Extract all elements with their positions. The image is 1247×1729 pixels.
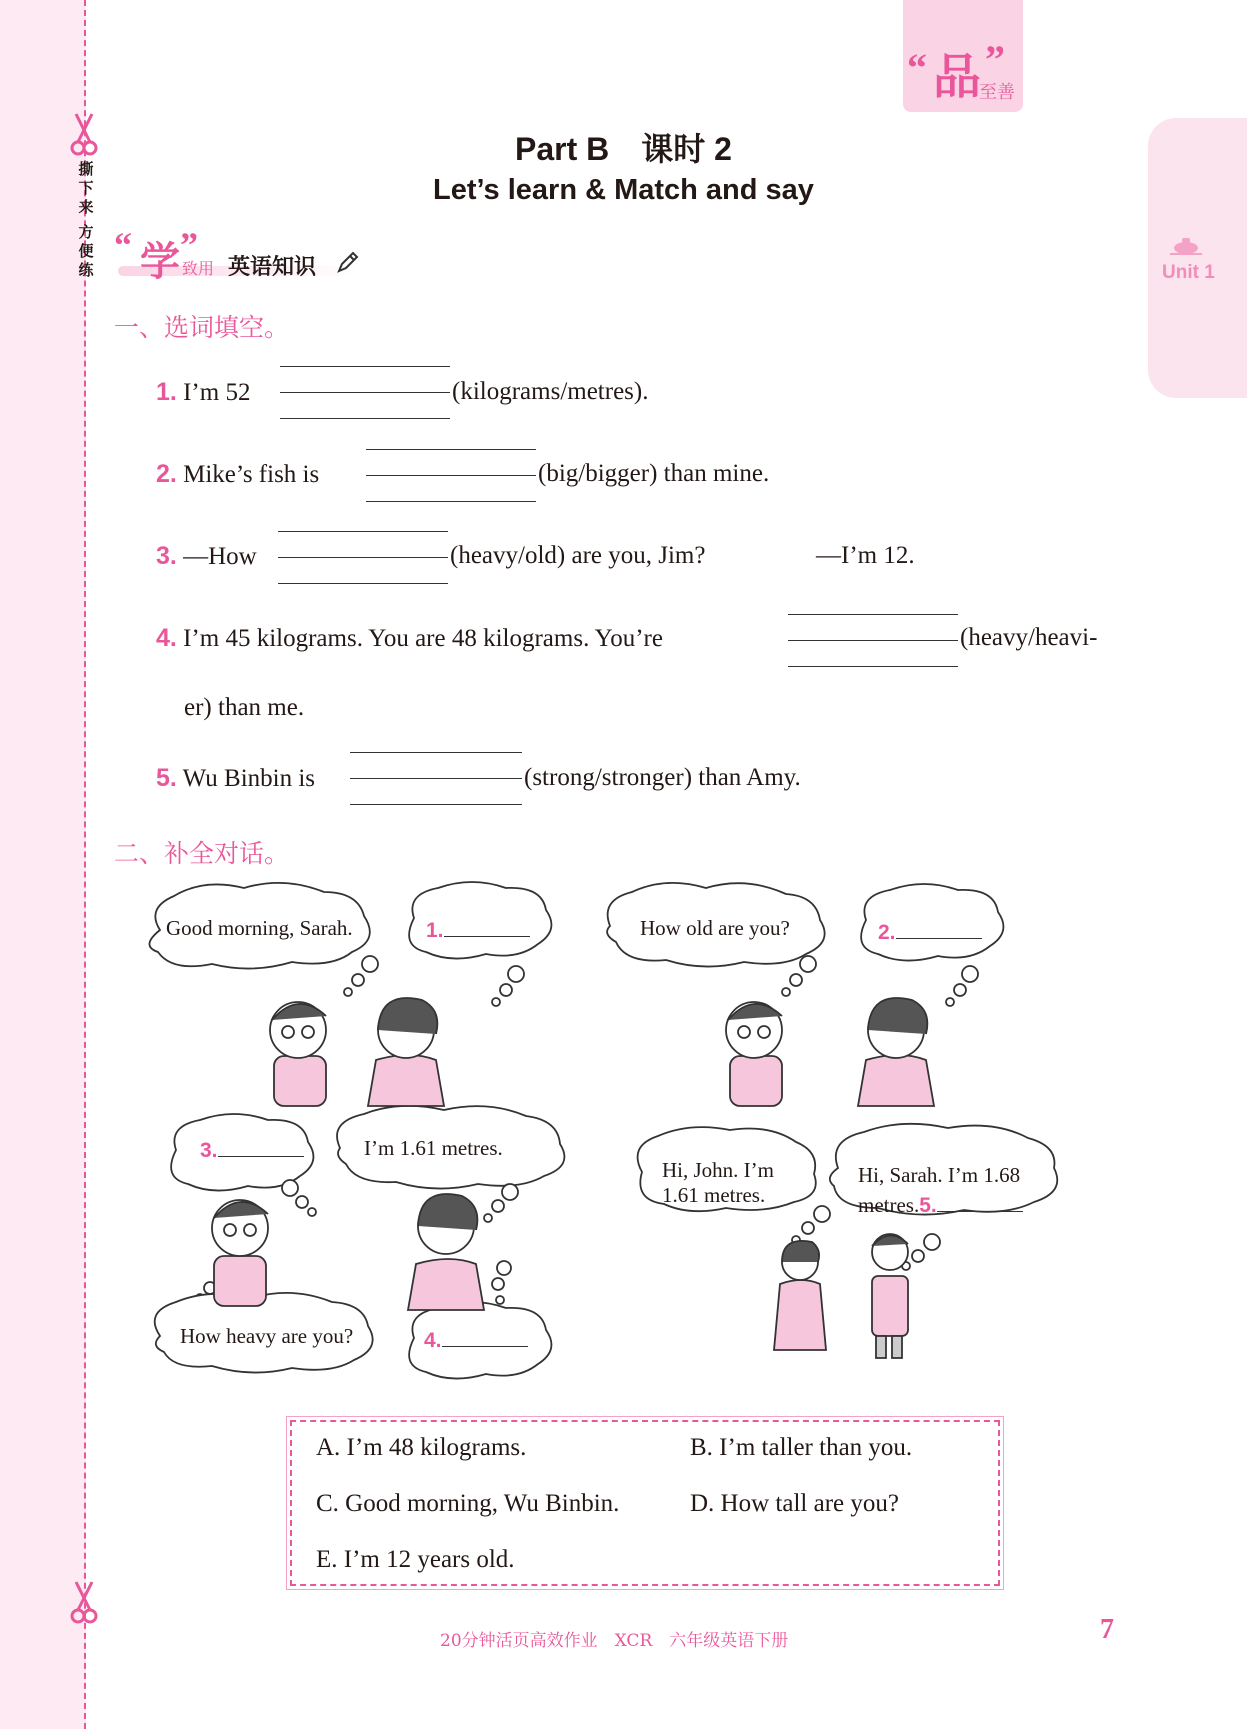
option-a: A. I’m 48 kilograms. [316,1434,527,1461]
question-before: I’m 52 [183,379,251,406]
section1-heading: 一、选词填空。 [114,313,290,342]
boy-figure [212,1200,268,1306]
bubble-text: I’m 1.61 metres. [364,1136,503,1160]
question-after: (heavy/heavi- [960,624,1098,651]
question-before: —How [183,543,257,570]
answer-blank[interactable] [937,1193,1023,1212]
pencil-icon [336,250,360,274]
answer-blank[interactable] [788,614,958,666]
question-number: 4. [156,624,177,652]
options-box [290,1420,1000,1586]
tear-char: 撕 [78,160,94,178]
badge-char: 品 [933,49,982,105]
question-after: (kilograms/metres). [452,378,649,405]
girl-figure [408,1194,484,1310]
question-before: Wu Binbin is [182,765,316,792]
bubble-blank[interactable] [200,1136,304,1163]
option-e: E. I’m 12 years old. [316,1546,515,1573]
question-after: (heavy/old) are you, Jim? [450,542,706,569]
option-b: B. I’m taller than you. [690,1434,913,1461]
question-before: Mike’s fish is [183,461,320,488]
tear-char: 方 [78,223,94,241]
question-after: (strong/stronger) than Amy. [524,764,801,791]
page-number: 7 [1100,1614,1114,1645]
question-before: I’m 45 kilograms. You are 48 kilograms. You’re [183,625,663,652]
option-d: D. How tall are you? [690,1490,899,1517]
question-number: 1. [156,378,177,406]
teapot-icon [1168,234,1204,256]
tear-char: 练 [78,261,94,279]
blank-number: 4. [424,1329,442,1352]
top-badge [903,0,1023,112]
quote-close: ” [985,37,1005,82]
tear-char: 便 [78,242,94,260]
bubble-line: Hi, John. I’m [662,1158,774,1182]
answer-blank[interactable] [280,366,450,418]
question-after: (big/bigger) than mine. [538,460,770,487]
blank-number: 5. [919,1194,937,1217]
bubble-blank[interactable] [424,1326,528,1353]
blank-number: 2. [878,921,896,944]
question-number: 5. [156,764,177,792]
page-title: Part B 课时 2 [515,131,732,167]
banner-quote-open: “ [114,225,132,265]
question-continuation: er) than me. [184,694,305,721]
bubble-blank[interactable] [878,918,982,945]
section2-heading: 二、补全对话。 [114,839,290,868]
blank-number: 1. [426,919,444,942]
left-tear-strip [0,0,86,1729]
blank-number: 3. [200,1139,218,1162]
banner-small: 致用 [182,259,215,278]
question-item [156,542,257,571]
section-banner [112,222,362,286]
boy-figure [726,1002,782,1106]
tear-char: 来 [78,198,94,216]
question-number: 2. [156,460,177,488]
question-item [156,378,250,407]
answer-blank[interactable] [350,752,522,804]
girl-figure [368,998,444,1106]
boy-figure [270,1002,326,1106]
unit-label: Unit 1 [1162,262,1215,283]
answer-blank[interactable] [366,449,536,501]
bubble-blank[interactable] [426,916,530,943]
scissors-icon [70,1580,98,1626]
quote-open: “ [907,45,927,90]
banner-big: 学 [140,239,180,285]
footer-text: 20分钟活页高效作业 XCR 六年级英语下册 [440,1631,789,1651]
question-item [156,764,315,793]
question-number: 3. [156,542,177,570]
answer-blank[interactable] [278,531,448,583]
banner-quote-close: ” [180,225,198,265]
boy-figure [872,1234,908,1358]
tear-char: 下 [78,179,94,197]
girl-figure [774,1241,826,1350]
bubble-text: Good morning, Sarah. [166,916,353,940]
bubble-line: Hi, Sarah. I’m 1.68 [858,1163,1021,1187]
question-item [156,624,663,653]
dialogue-illustration [140,880,1100,1380]
bubble-text: How heavy are you? [180,1324,354,1348]
bubble-text-multiline [662,1158,774,1208]
question-answer-example: —I’m 12. [816,542,915,569]
option-c: C. Good morning, Wu Binbin. [316,1490,620,1517]
page-subtitle: Let’s learn & Match and say [433,174,814,206]
badge-small: 至善 [979,82,1015,103]
bubble-line-with-blank [858,1190,1023,1221]
girl-figure [858,998,934,1106]
bubble-text-multiline [858,1160,1023,1221]
question-item [156,460,319,489]
bubble-line: 1.61 metres. [662,1183,766,1207]
bubble-text: How old are you? [640,916,790,940]
bubble-line: metres. [858,1193,920,1217]
banner-label: 英语知识 [228,255,317,280]
